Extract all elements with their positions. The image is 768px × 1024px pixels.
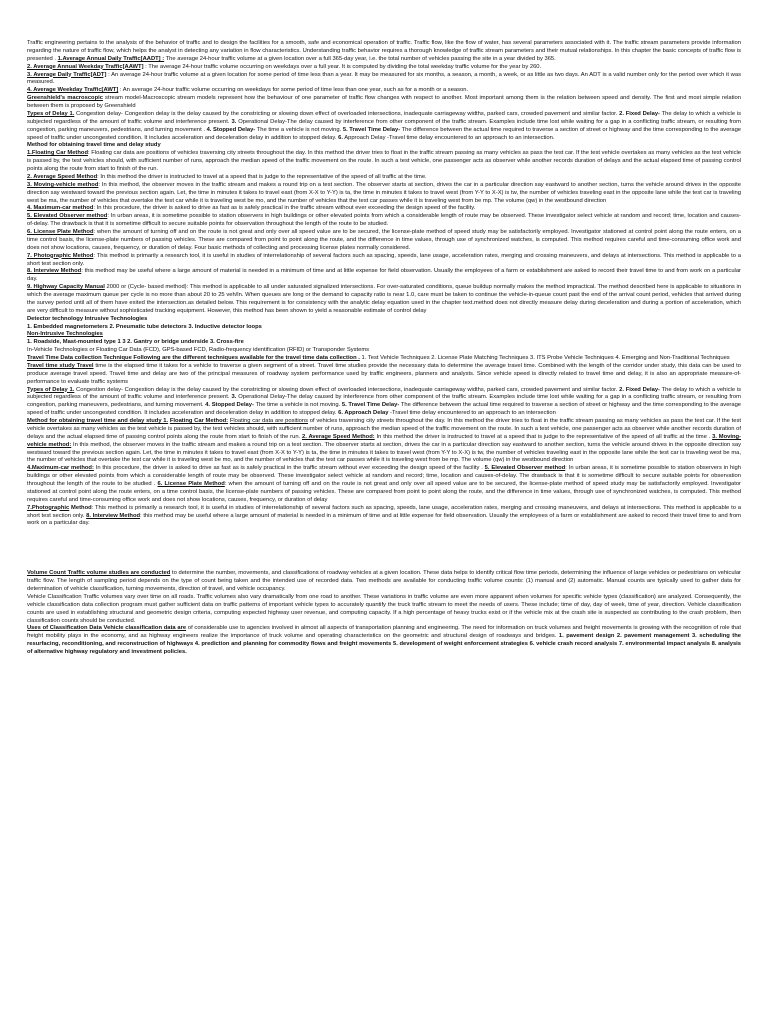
emphasis-text: Types of Delay 1. (27, 110, 75, 117)
paragraph (27, 363, 741, 387)
emphasis-text: 2. Average Speed Method: (302, 433, 375, 440)
emphasis-text: 6. Approach Delay (338, 410, 389, 417)
emphasis-text: Travel time study Travel (27, 362, 94, 369)
emphasis-text: 5. Travel Time Delay- (342, 126, 401, 133)
body-text: : this method may be useful where a large amount of material is needed in a minimum of time and at little expense for field observation. Usually the employees of a farm or establishment are asked to record their travel time to and from work on a particular day. (27, 268, 741, 283)
heading (27, 316, 741, 324)
emphasis-text: 6. License Plate Method (157, 481, 225, 487)
body-text: The delay to which a vehicle is subjected regardless of the amount of traffic volume and interference present. (27, 386, 741, 401)
emphasis-text: 6. (338, 134, 343, 141)
paragraph (27, 253, 741, 269)
body-text: : In this method the driver is instructed to travel at a speed that is judge to the representative of the speed of all traffic at the time. (97, 173, 427, 180)
emphasis-text: 1. Embedded magnetometers 2. Pneumatic tube detectors 3. Inductive detector loops (27, 323, 262, 330)
emphasis-text: 1.Floating Car Method (27, 150, 88, 157)
body-text: : This method is primarily a research tool, it is useful in studies of interrelationship of several factors such as spacing, speeds, lane usage, acceleration rates, merging and crossing maneuvers, and delays at intersections. This method is applicable to a short test section only. (27, 252, 741, 267)
paragraph (27, 229, 741, 253)
emphasis-text: Floating car data are positions (229, 418, 309, 424)
body-text: : The average 24-hour traffic volume occurring on weekdays over a full year. It is computed by dividing the total weekday traffic volume for the year by 260. (143, 63, 542, 70)
list-line (27, 324, 741, 332)
body-text: Operational Delay-The delay caused by interference from other component of the traffic stream. Examples include time lost while waiting for a gap in a conflicting traffic stream, or resulting from congestion, parking maneuvers, pedestrians, and turning movement. (27, 394, 741, 409)
paragraph (27, 570, 741, 594)
emphasis-text: Non-Intrusive Technologies (27, 331, 103, 338)
emphasis-text: 2. Fixed Delay- (619, 110, 660, 117)
body-text: : An average 24-hour traffic volume occurring on weekdays for some period of time less than one year, such as for a month or a season. (118, 87, 469, 94)
body-text: stream model-Macroscopic stream models represent how the behaviour of one parameter of traffic flow changes with respect to another. Most important among them is the relation between speed and density. The first and most simple relation between them is proposed by Greenshield (27, 95, 742, 109)
body-text: 2000 or (Cycle- based method): This method is applicable to all under saturated signalized intersections. For over-saturated conditions, queue buildup normally makes the method impractical. The method described here is applicable to situations in which the average maximum queue per cycle is no more than about 20 to 25 veh/ln. When queues are long or the demand to capacity ratio is near 1.0, care must be taken to continue the vehicle-in-queue count past the end of the arrival count period, vehicles that arrived during the survey period until all of them have exited the intersection.as detailed below. This requirement is for consistency with the analytic delay equation used in the chapter text.method does not directly measure delay during deceleration and during a portion of acceleration, which are very difficult to measure without sophisticated tracking equipment. However, this method has been shown to yield a reasonable estimate of control delay (27, 284, 741, 314)
body-text: time is the elapsed time it takes for a vehicle to traverse a given segment of a street. Travel time studies provide the necessary data to determine the average travel time. Combined with the length of the corridor under study, this data can be used to produce average travel speed. Travel time and delay are two of the principal measures of roadway system performance used by traffic engineers, planners and analysts. Since vehicle speed is directly related to travel time and delay, it is also an appropriate measure-of-performance to evaluate traffic systems (27, 362, 741, 385)
paragraph (27, 64, 741, 72)
emphasis-text: 4. Stopped Delay- (206, 126, 256, 133)
body-text: The time a vehicle is not moving. (255, 126, 343, 133)
paragraph (27, 95, 741, 111)
body-text: : this method may be useful where a large amount of material is needed in a minimum of time and at little expense for field observation. Usually the employees of a farm or establishment are asked to record their travel time to and from work on a particular day. (27, 512, 742, 527)
paragraph (27, 284, 741, 316)
heading (27, 331, 741, 339)
emphasis-text: 2. Fixed Delay- (619, 386, 660, 393)
emphasis-text: Travel Time Data collection Technique Following are the different techniques available for the travel time data collection . (27, 355, 360, 361)
emphasis-text: 9. Highway Capacity Manual (27, 284, 105, 291)
paragraph (27, 150, 741, 174)
body-text: : This method is primarily a research tool, it is useful in studies of interrelationship of several factors such as spacing, speeds, lane usage, acceleration rates, merging and crossing maneuvers, and delays at intersections. This method is applicable to a short test section only. (27, 504, 741, 519)
emphasis-text: Greenshield's macroscopic (27, 95, 103, 102)
paragraph (27, 347, 741, 355)
paragraph (27, 40, 741, 64)
emphasis-text: Method for obtaining travel time and delay study 1. (27, 418, 169, 424)
emphasis-text: 1. pavement design 2. pavement management 3. scheduling the resurfacing, reconditioning, and reconstruction of highways 4. prediction and planning for commodity flows and freight movements 5. development of weight enforcement strategies 6. vehicle crash record analysis 7. environmental impact analysis 8. analysis of alternative highway regulatory and investment policies. (27, 633, 741, 655)
body-text: : when the amount of turning off and on the route is not great and only over all speed value are to be secured, the license-plate method of speed study may be satisfactorily employed. Investigator stationed at control point along the route enters, on a time control basis, the license-plate numbers of passing vehicles. These are compared from point to point along the route, and the difference in time values, through use of synchronized watches, is computed. This method requires careful and time-consuming office work and does not show locations, causes, frequency, or duration of delay (27, 481, 741, 503)
heading (27, 142, 741, 150)
body-text: : In urban areas, it is sometime possible to station observers in high buildings or other elevated points from which a considerable length of route may be observed. These investigator select vehicle at random and record; time, location and causes-of-delay. The drawback is that it is sometime difficult to secure suitable points for observation throughout the length of the route to be studied . (27, 465, 742, 487)
emphasis-text: 5. Elevated Observer method (484, 465, 566, 472)
body-text: Congestion delay- Congestion delay is the delay caused by the constricting or slowing down effect of overloaded intersections, inadequate carriageway widths, parked cars, crowded pavement and similar factor. (74, 386, 620, 393)
body-text: In-Vehicle Technologies or Floating Car Data (FCD), GPS-based FCD, Radio-frequency identification (RFID) or Transponder Systems (27, 347, 370, 354)
emphasis-text: 2. Average Annual Weekday Traffic[AAWT] (27, 63, 144, 70)
body-text: The difference between the actual time required to traverse a section of street or highway and the time corresponding to the average speed of traffic under uncongested condition. It includes acceleration and deceleration delay in addition to stopped delay. (27, 126, 742, 141)
emphasis-text: 1.Average Annual Daily Traffic[AADT] : (57, 55, 165, 62)
emphasis-text: Method for obtaining travel time and delay study (27, 142, 161, 149)
paragraph (27, 205, 741, 213)
body-text: : An average 24-hour traffic volume at a given location for some period of time less than a year. It may be measured for six months, a season, a month, a week, or as little as two days. An ADT is a valid number only for the period over which it was measured. (27, 71, 741, 86)
paragraph (27, 87, 741, 95)
paragraph (27, 505, 741, 529)
emphasis-text: 5. Travel Time Delay- (341, 402, 400, 409)
body-text: Congestion delay- Congestion delay is the delay caused by the constricting or slowing down effect of overloaded intersections, inadequate carriageway widths, parked cars, crowded pavement and similar factor. (74, 110, 620, 117)
list-line (27, 339, 741, 347)
emphasis-text: 2. Average Speed Method (27, 173, 98, 180)
body-text: to determine the number, movements, and classifications of roadway vehicles at a given location. These data helps to identify critical flow time periods, determining the influence of large vehicles or pedestrians on vehicular traffic flow. The length of sampling period depends on the type of count being taken and the intended use of recorded data. Two methods are available for conducting traffic volume counts: (1) manual and (2) automatic. Manual counts are typically used to gather data for determination of vehicle classification, turning movements, direction of travel, and vehicle occupancy. (27, 570, 741, 592)
section-traffic-flow-and-delay (27, 40, 741, 528)
paragraph (27, 355, 741, 363)
paragraph (27, 418, 741, 465)
emphasis-text: 7. Photographic Method (27, 252, 94, 259)
body-text: of vehicles traversing city streets throughout the day. In this method the driver tries to float in the traffic stream passing as many vehicles as pass the test car. If the test vehicle overtakes as many vehicles as the test vehicle is passed by, the test vehicles should, with sufficient number of runs, approach the median speed of the traffic movement on the route. In such a test vehicle, one passenger acts as observer while another records duration of delays and the actual elapsed time of passing control points along the route from start to finish of the run. (27, 418, 741, 440)
emphasis-text: 3. Average Daily Traffic[ADT] (27, 71, 107, 78)
emphasis-text: 6. License Plate Method (27, 229, 94, 235)
emphasis-text: 3. Moving-vehicle method (27, 181, 99, 188)
paragraph (27, 625, 741, 657)
emphasis-text: 4. Stopped Delay- (205, 402, 254, 409)
body-text: : when the amount of turning off and on the route is not great and only over all speed value are to be secured, the license-plate method of speed study may be satisfactorily employed. Investigator stationed at control point along the route enters, on a time control basis, the license-plate numbers of passing vehicles. These are compared from point to point along the route, and the difference in time values, through use of synchronized watches, is computed. This method requires careful and time-consuming office work and does not show locations, causes, frequency, or duration of delay. Four basic methods of collecting and processing license plates normally considered. (27, 229, 741, 251)
paragraph (27, 387, 741, 419)
emphasis-text: Method (71, 504, 92, 511)
body-text: The delay to which a vehicle is subjected regardless of the amount of traffic volume and interference present. (27, 110, 741, 125)
emphasis-text: 3. (231, 394, 237, 401)
emphasis-text: Floating Car Method: (169, 418, 229, 424)
body-text: 1. Test Vehicle Techniques 2. License Plate Matching Techniques 3. ITS Probe Vehicle Techniques 4. Emerging and Non-Traditional Techniques (359, 355, 730, 361)
paragraph (27, 111, 741, 143)
emphasis-text: 3. Moving-vehicle method: (27, 433, 741, 448)
emphasis-text: Detector technology Intrusive Technologies (27, 315, 148, 322)
body-text: In this method the driver is instructed to travel at a speed that is judge to the representative of the speed of all traffic at the time . (374, 433, 713, 440)
emphasis-text: Volume Count Traffic volume studies are conducted (27, 570, 171, 577)
body-text: of considerable use to agencies involved in almost all aspects of transportation planning and engineering. The need for information on truck volumes and freight movements is growing with the recognition of role that freight mobility plays in the economy, and as highway engineers realize the importance of truck volume and operating characteristics on the geometric and structural design of roadways and bridges. (27, 625, 741, 640)
section-volume-count (27, 570, 741, 657)
emphasis-text: 4. Maximum-car method (27, 205, 94, 212)
body-text: Traffic engineering pertains to the analysis of the behavior of traffic and to design the facilities for a smooth, safe and economical operation of traffic. Traffic flow, like the flow of water, has several parameters associated with it. The traffic stream parameters provide information regarding the nature of traffic flow, which helps the analyst in detecting any variation in flow characteristics. Understanding traffic behavior requires a thorough knowledge of traffic stream parameters and their mutual relationships. In this chapter the basic concepts of traffic flow is presented . (27, 40, 741, 62)
section-gap (27, 528, 741, 570)
body-text: In this procedure, the driver is asked to drive as fast as is safely practical in the traffic stream without ever exceeding the design speed of the facility . (93, 465, 485, 472)
body-text: The average 24-hour traffic volume at a given location over a full 365-day year, i.e. the total number of vehicles passing the site in a year divided by 365. (164, 55, 556, 62)
paragraph (27, 268, 741, 284)
body-text: The time a vehicle is not moving. (253, 402, 342, 409)
paragraph (27, 182, 741, 206)
body-text: The difference between the actual time required to traverse a section of street or highway and the time corresponding to the average speed of traffic under uncongested condition. It includes acceleration and deceleration delay in addition to stopped delay. (27, 402, 742, 417)
emphasis-text: 1. Roadside, Mast-mounted type 1 3 2. Gantry or bridge underside 3. Cross-fire (27, 339, 244, 346)
emphasis-text: 3. (231, 118, 237, 125)
emphasis-text: 8. Interview Method (27, 268, 82, 275)
body-text: Approach Delay -Travel time delay encountered to an approach to an intersection. (342, 134, 555, 141)
emphasis-text: 4. Average Weekday Traffic[AWT] (27, 87, 119, 94)
body-text: In this method, the observer moves in the traffic stream and makes a round trip on a test section. The observer starts at section, drives the car in a particular direction say eastward to another section, turns the vehicle around drives in the opposite direction say westward toward the previous section again. Let, the time in minutes it takes to travel east (from X-X to Y-Y) is ta, the time in minutes it takes to travel west (from Y-Y to X-X) is tw, the number of vehicles traveling east in the opposite lane while the test car is traveling west be ma, the number of vehicles that overtake the test car while it is traveling west be mo, and the number of vehicles that the test car passes while it is traveling west from be mp. The volume (qw) in the westbound direction (27, 441, 741, 464)
emphasis-text: 8. Interview Method (86, 512, 141, 519)
emphasis-text: 5. Elevated Observer method (27, 213, 108, 220)
body-text: -Travel time delay encountered to an approach to an intersection (388, 410, 556, 417)
paragraph (27, 72, 741, 88)
paragraph (27, 213, 741, 229)
paragraph (27, 465, 741, 504)
body-text: : In this method, the observer moves in the traffic stream and makes a round trip on a test section. The observer starts at section, drives the car in a particular direction say eastward to another section, turns the vehicle around drives in the opposite direction say westward toward the previous section again. Let, the time in minutes it takes to travel east (from X-X to Y-Y) is ta, the time in minutes it takes to travel west (from Y-Y to X-X) is tw, the number of vehicles traveling east in the opposite lane while the test car is traveling west be ma, the number of vehicles that overtake the test car while it is traveling west be mo, and the number of vehicles that the test car passes while it is traveling west from be mp. The volume (qw) in the westbound direction (27, 181, 741, 204)
body-text: : In this procedure, the driver is asked to drive as fast as is safely practical in the traffic stream without ever exceeding the design speed of the facility. (93, 205, 476, 212)
emphasis-text: Types of Delay 1. (27, 386, 75, 393)
emphasis-text: Uses of Classification Data Vehicle classification data are (27, 625, 187, 632)
emphasis-text: 7.Photographic (27, 504, 70, 511)
body-text: Vehicle Classification Traffic volumes vary over time on all roads. Traffic volumes also vary dramatically from one road to another. These variations in traffic volume are even more apparent when volumes for specific vehicle types (classification) are analyzed. Consequently, the vehicle classification data collection program must gather sufficient data on traffic patterns of important vehicle types to accurately quantify the truck traffic stream to meet the needs of users. These include; time of day, day of week, time of year, direction. Vehicle classification counts are used in establishing structural and geometric design criteria, computing expected highway user revenue, and computing capacity. If a high percentage of heavy trucks exist or if the vehicle mix at the crash site is suspected as contributing to the crash problem, then classification counts should be conducted. (27, 593, 741, 624)
paragraph (27, 174, 741, 182)
body-text: : Floating car data are positions of vehicles traversing city streets throughout the day. In this method the driver tries to float in the traffic stream passing as many vehicles as pass the test car. If the test vehicle overtakes as many vehicles as the test vehicle is passed by, the test vehicles should, with sufficient number of runs, approach the median speed of the traffic movement on the route. In such a test vehicle, one passenger acts as observer while another records duration of delays and the actual elapsed time of passing control points along the route from start to finish of the run. (27, 150, 741, 172)
paragraph (27, 594, 741, 626)
emphasis-text: 4.Maximum-car method: (27, 465, 94, 472)
body-text: Operational Delay-The delay caused by interference from other component of the traffic stream. Examples include time lost while waiting for a gap in a conflicting traffic stream, or resulting from congestion, parking maneuvers, pedestrians, and turning movement . (27, 118, 741, 133)
body-text: : In urban areas, it is sometime possible to station observers in high buildings or other elevated points from which a considerable length of route may be observed. These investigator select vehicle at random and record; time, location and causes-of-delay. The drawback is that it is sometime difficult to secure suitable points for observation throughout the length of the route to be studied. (27, 213, 741, 228)
